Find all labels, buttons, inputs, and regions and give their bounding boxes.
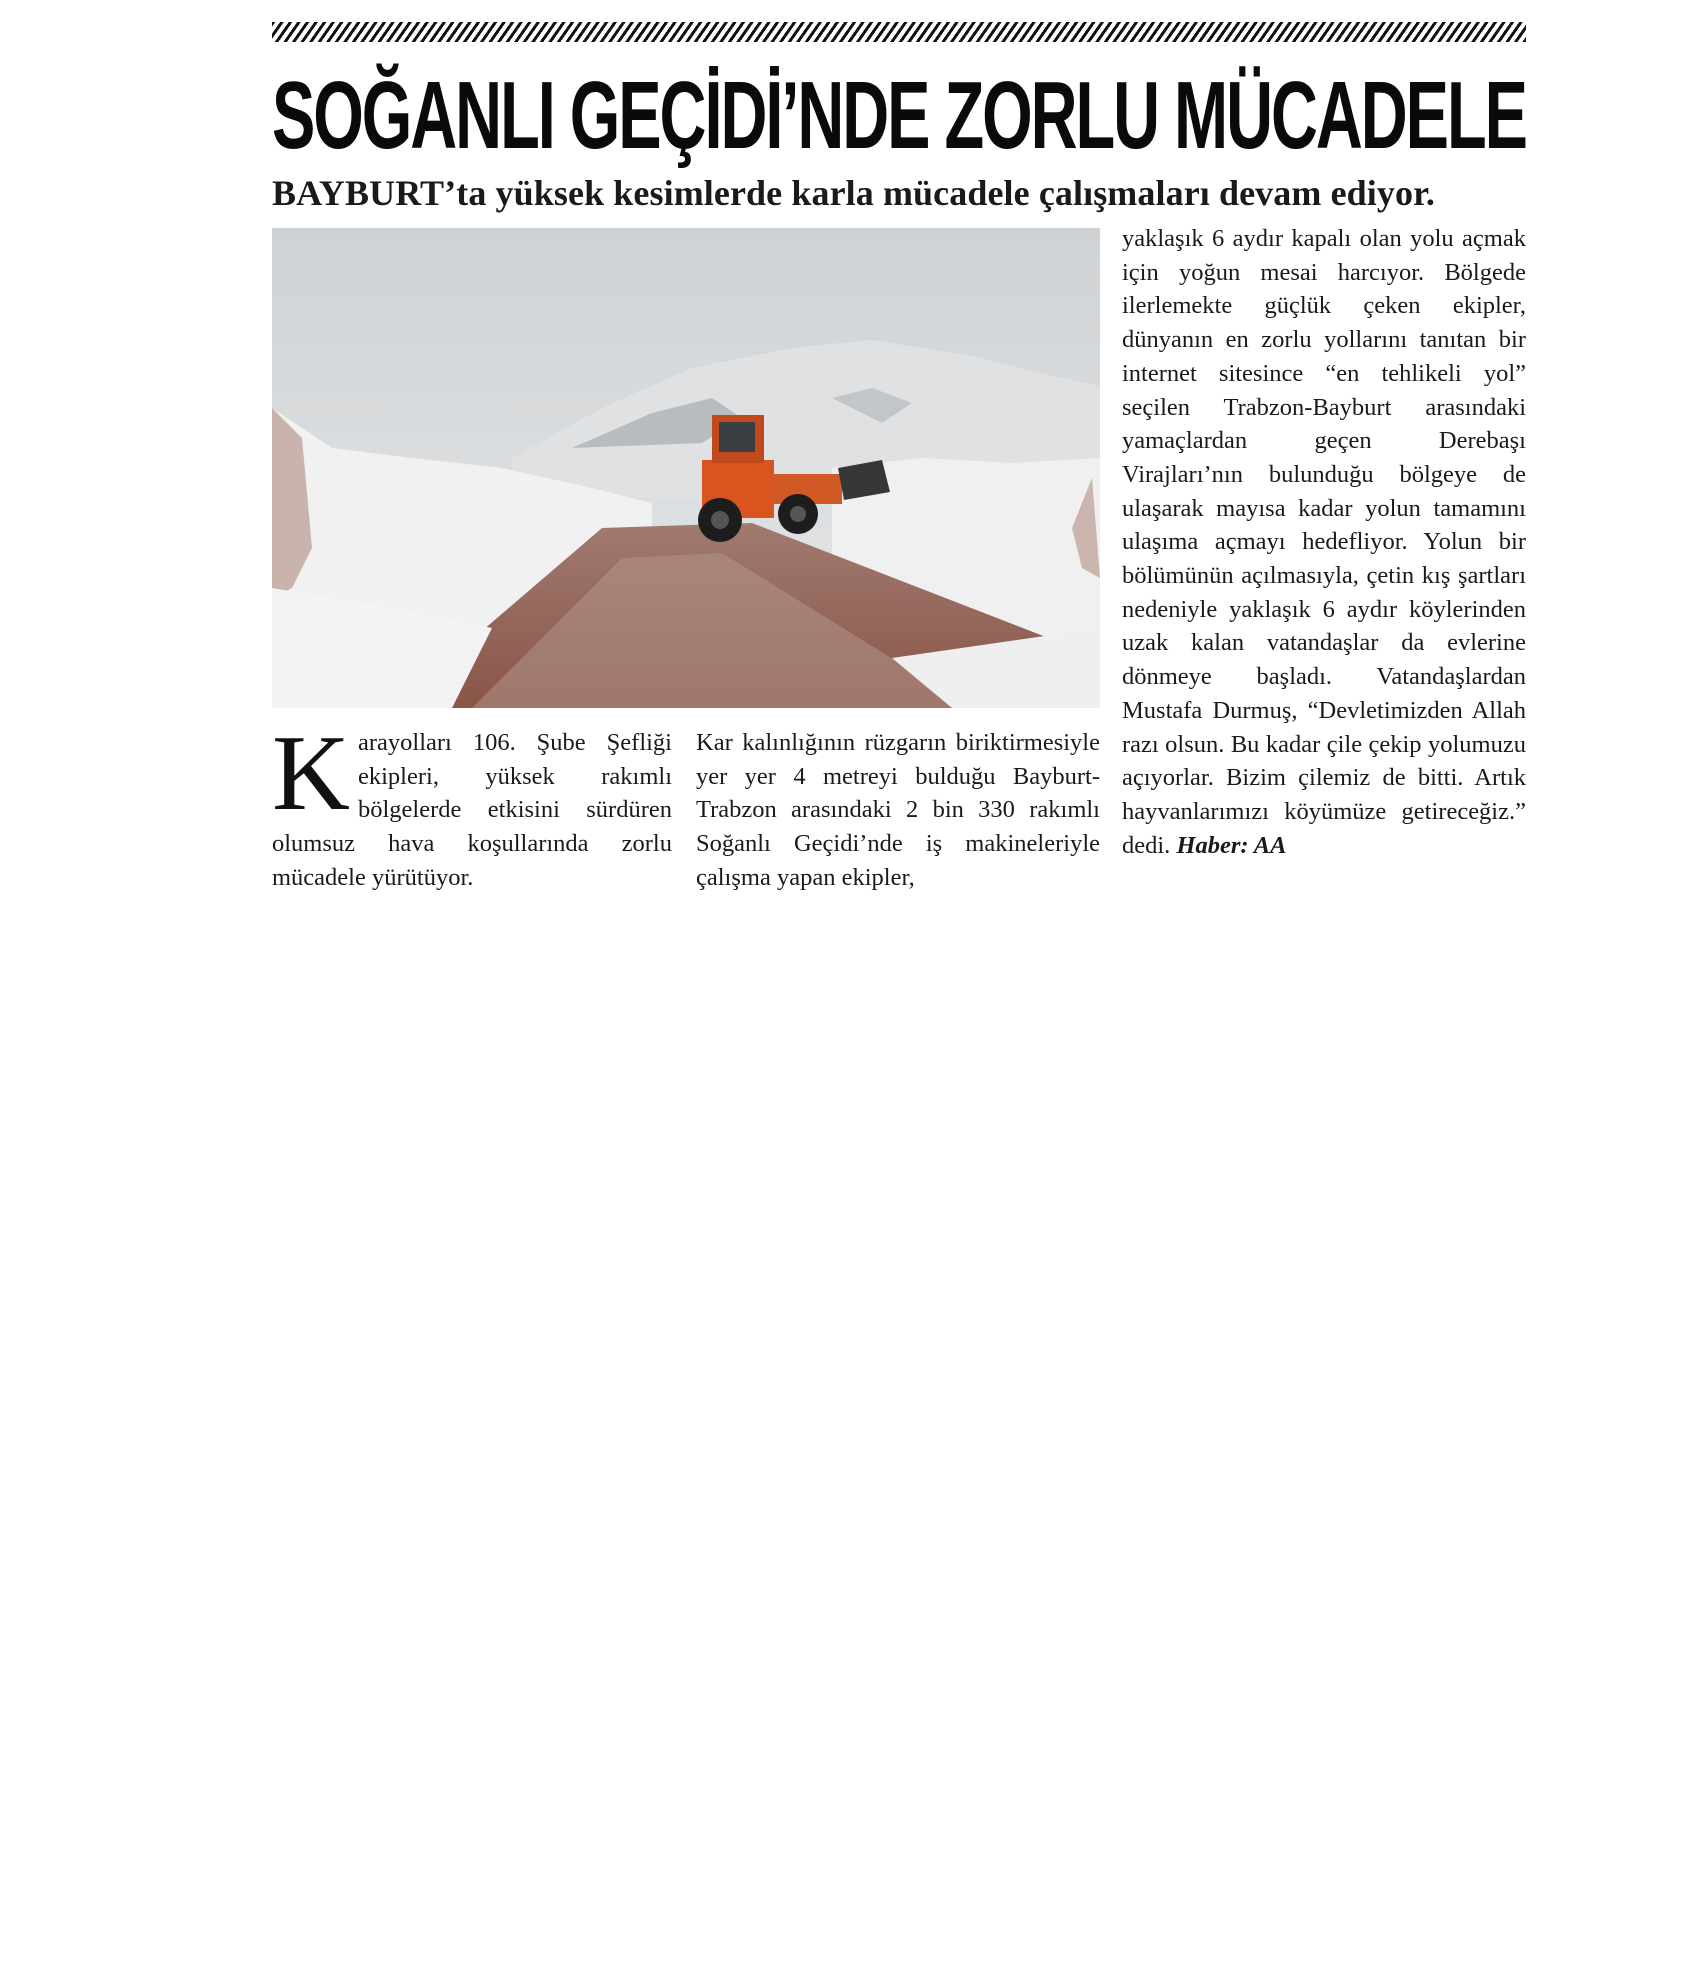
drop-cap: K — [272, 714, 350, 833]
article-column-2 — [696, 726, 1100, 895]
headline-text: SOĞANLI GEÇİDİ’NDE ZORLU MÜCADELE — [272, 62, 1526, 169]
news-photo — [272, 228, 1100, 708]
news-source: Haber: AA — [1176, 831, 1287, 859]
article-column-1 — [272, 714, 672, 895]
column-2-text: Kar kalınlığının rüzgarın biriktirmesiyle yer yer 4 metreyi bulduğu Bayburt-Trabzon arasındaki 2 bin 330 rakımlı Soğanlı Geçidi’nde iş makineleriyle çalışma yapan ekipler, — [696, 729, 1100, 891]
subheadline: BAYBURT’ta yüksek kesimlerde karla mücadele çalışmaları devam ediyor. — [272, 173, 1435, 213]
decorative-hatch-bar — [272, 22, 1526, 42]
article-column-3 — [1122, 222, 1526, 862]
column-3-text: yaklaşık 6 aydır kapalı olan yolu açmak için yoğun mesai harcıyor. Bölgede ilerlemekte güçlük çeken ekipler, dünyanın en zorlu yollarını tanıtan bir internet sitesince “en tehlikeli yol” seçilen Trabzon-Bayburt arasındaki yamaçlardan geçen Derebaşı Virajları’nın bulunduğu bölgeye de ulaşarak mayısa kadar yolun tamamını ulaşıma açmayı hedefliyor. Yolun bir bölümünün açılmasıyla, çetin kış şartları nedeniyle yaklaşık 6 aydır köylerinden uzak kalan vatandaşlar da evlerine dönmeye başladı. Vatandaşlardan Mustafa Durmuş, “Devletimizden Allah razı olsun. Bu kadar çile çekip yolumuzu açıyorlar. Bizim çilemiz de bitti. Artık hayvanlarımızı köyümüze getireceğiz.” dedi. — [1122, 225, 1526, 859]
column-1-text: arayolları 106. Şube Şefliği ekipleri, yüksek rakımlı bölgelerde etkisini sürdüren olumsuz hava koşullarında zorlu mücadele yürütüyor. — [272, 729, 672, 891]
headline — [272, 60, 1526, 172]
